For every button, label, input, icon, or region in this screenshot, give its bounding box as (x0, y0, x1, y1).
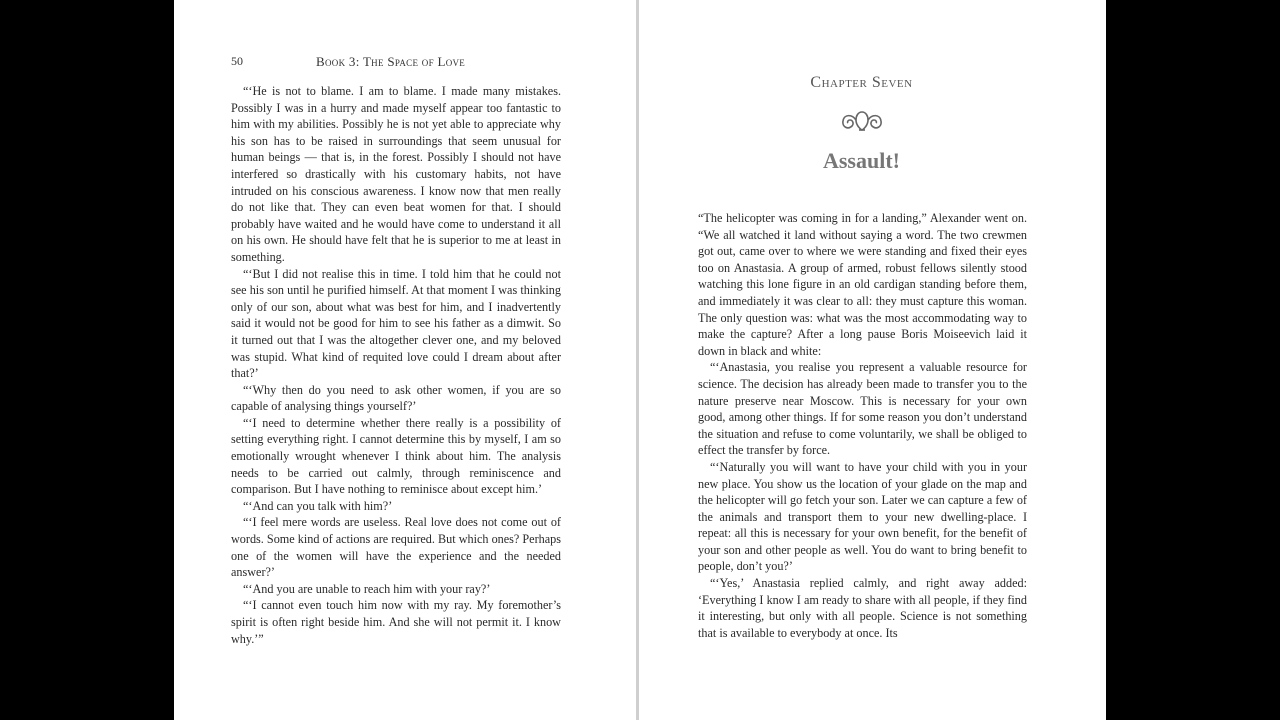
paragraph: “‘But I did not realise this in time. I told him that he could not see his son until he purified himself. At that moment I was thinking only of our son, about what was best for him, and I inadvertently said it would not be good for him to see his father as a dimwit. So it turned out that I was the altogether clever one, and my beloved was stupid. What kind of requited love could I dream about after that?’ (231, 266, 561, 381)
running-head: Book 3: The Space of Love (316, 54, 466, 69)
paragraph: “‘He is not to blame. I am to blame. I made many mistakes. Possibly I was in a hurry and made myself appear too fantastic to him with my abilities. Possibly he is not yet able to appreciate why his son has to be raised in surroundings that seem unusual for human beings — that is, in the forest. Possibly I should not have interfered so drastically with his customary habits, not have intruded on his conscious awareness. I know now that men really do not like that. They can even beat women for that. I should probably have waited and he would have come to understand it all on his own. He should have felt that he is superior to me at least in something. (231, 84, 561, 264)
right-book-page (639, 0, 1106, 720)
chapter-title: Assault! (822, 148, 900, 173)
paragraph: “‘I feel mere words are useless. Real love does not come out of words. Some kind of actions are required. But which ones? Perhaps one of the women will have the experience and the needed answer?’ (231, 515, 561, 580)
paragraph: “‘Yes,’ Anastasia replied calmly, and right away added: ‘Everything I know I am ready to share with all people, if they find it interesting, but only with all people. Science is not something that is available to everybody at once. Its (698, 576, 1027, 640)
paragraph: “‘Anastasia, you realise you represent a valuable resource for science. The decision has already been made to transfer you to the nature preserve near Moscow. This is necessary for your own good, among other things. If for some reason you don’t understand the situation and refuse to come voluntarily, we shall be obliged to effect the transfer by force. (698, 360, 1027, 458)
paragraph: “‘Naturally you will want to have your child with you in your new place. You show us the location of your glade on the map and the helicopter will go fetch your son. Later we can capture a few of the animals and transport them to your new dwelling-place. I repeat: all this is necessary for your own benefit, for the benefit of your son and other people as well. You do want to bring benefit to people, don’t you?’ (698, 459, 1027, 574)
page-number: 50 (231, 54, 243, 68)
chapter-label: Chapter Seven (810, 74, 913, 91)
left-book-page (174, 0, 636, 720)
paragraph: “‘Why then do you need to ask other women, if you are so capable of analysing things yourself?’ (231, 382, 561, 414)
paragraph: “‘I cannot even touch him now with my ray. My foremother’s spirit is often right beside him. And she will not permit it. I know why.’” (231, 598, 561, 646)
left-page-body (231, 83, 561, 647)
right-page-body (698, 210, 1027, 641)
paragraph: “‘And you are unable to reach him with your ray?’ (243, 581, 491, 596)
fleuron-ornament-icon (839, 108, 885, 134)
paragraph: “The helicopter was coming in for a landing,” Alexander went on. “We all watched it land without saying a word. The two crewmen got out, came over to where we were standing and fixed their eyes too on Anastasia. A group of armed, robust fellows silently stood watching this lone figure in an old cardigan standing before them, and immediately it was clear to all: they must capture this woman. The only question was: what was the most accommodating way to make the capture? After a long pause Boris Moiseevich laid it down in black and white: (698, 211, 1027, 358)
paragraph: “‘And can you talk with him?’ (243, 498, 393, 513)
paragraph: “‘I need to determine whether there really is a possibility of setting everything right. I cannot determine this by myself, I am so emotionally wrought whenever I think about him. The analysis needs to be carried out calmly, through reminiscence and comparison. But I have nothing to reminisce about except him.’ (231, 415, 561, 497)
